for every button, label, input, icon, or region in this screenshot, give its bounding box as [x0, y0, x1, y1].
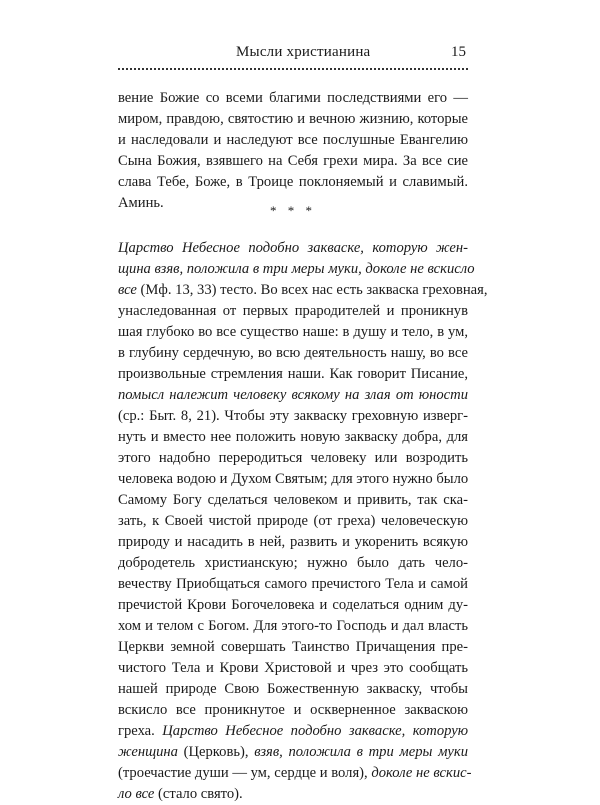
text-run: хом и телом с Богом. Для этого-то Господь и дал власть — [118, 618, 468, 634]
running-head — [118, 44, 468, 68]
text-run: произвольные стремления наши. Как говорит Писание, — [118, 366, 468, 382]
text-run: чистого Тела и Крови Христовой и чрез это сообщать — [118, 660, 468, 676]
text-run: (троечастие души — ум, сердце и воля), — [118, 765, 372, 781]
text-line — [118, 658, 468, 679]
text-run: миром, правдою, святостию и вечною жизнию, которые — [118, 111, 468, 127]
text-line — [118, 742, 468, 763]
text-line — [118, 109, 468, 130]
text-line — [118, 784, 468, 805]
running-title: Мысли христианина — [236, 44, 371, 60]
text-line — [118, 553, 468, 574]
italic-quote: Царство Небесное подобно закваске, которую жен- — [118, 240, 468, 256]
text-line — [118, 637, 468, 658]
text-run: природу и насадить в ней, развить и укоренить всякую — [118, 534, 468, 550]
italic-quote: помысл належит человеку всякому на злая от юности — [118, 387, 468, 403]
text-line — [118, 364, 468, 385]
text-line — [118, 280, 488, 301]
text-run: Самому Богу сделаться человеком и привить, так ска- — [118, 492, 468, 508]
text-line — [118, 172, 468, 193]
dotted-rule — [118, 68, 468, 70]
text-line — [118, 238, 468, 259]
text-line — [118, 616, 468, 637]
text-line — [118, 700, 468, 721]
text-run: человека водою и Духом Святым; для этого нужно было — [118, 471, 469, 487]
text-run: (Церковь), — [177, 744, 255, 760]
text-line — [118, 343, 468, 364]
text-run: Сына Божия, взявшего на Себя грехи мира. За все сие — [118, 153, 468, 169]
text-run: и наследовали и наследуют все послушные Евангелию — [118, 132, 468, 148]
text-line — [118, 532, 468, 553]
text-run: вскисло все проникнутое и оскверненное закваскою — [118, 702, 468, 718]
text-line — [118, 448, 468, 469]
text-line — [118, 322, 468, 343]
text-line — [118, 574, 468, 595]
text-line — [118, 385, 468, 406]
text-run: в глубину сердечную, во всю деятельность нашу, во все — [118, 345, 468, 361]
text-run: (стало свято). — [154, 786, 243, 802]
text-run: слава Тебе, Боже, в Троице поклоняемый и славимый. — [118, 174, 468, 190]
text-line — [118, 511, 468, 532]
text-run: вечеству Приобщаться самого пречистого Тела и самой — [118, 576, 468, 592]
text-line — [118, 490, 468, 511]
text-line — [118, 427, 468, 448]
paragraph-2 — [118, 238, 488, 805]
text-run: Церкви земной совершать Таинство Причащения пре- — [118, 639, 468, 655]
text-run: (Мф. 13, 33) тесто. Во всех нас есть закваска греховная, — [136, 282, 488, 298]
text-run: Аминь. — [118, 195, 164, 211]
text-line — [118, 130, 468, 151]
text-line — [118, 721, 468, 742]
text-line — [118, 679, 468, 700]
text-line — [118, 259, 475, 280]
text-line — [118, 763, 472, 784]
text-line — [118, 301, 468, 322]
text-line — [118, 469, 468, 490]
text-line — [118, 595, 468, 616]
text-run: этого надобно переродиться человеку или возродить — [118, 450, 468, 466]
text-line — [118, 406, 468, 427]
page-number: 15 — [451, 44, 466, 60]
text-run: (ср.: Быт. 8, 21). Чтобы эту закваску греховную изверг- — [118, 408, 468, 424]
italic-quote: Царство Небесное подобно закваске, которую — [162, 723, 469, 739]
text-run: нуть и вместо нее положить новую закваску добра, для — [118, 429, 468, 445]
italic-quote: женщина — [118, 744, 178, 760]
italic-quote: взяв, положила в три меры муки — [254, 744, 468, 760]
text-run: добродетель христианскую; нужно было дать чело- — [118, 555, 468, 571]
italic-quote: щина взяв, положила в три меры муки, доколе не вскисло — [118, 261, 475, 277]
section-separator: * * * — [270, 203, 316, 218]
text-run: зать, к Своей чистой природе (от греха) человеческую — [118, 513, 468, 529]
paragraph-1 — [118, 88, 468, 214]
italic-quote: доколе не вскис- — [371, 765, 472, 781]
text-line — [118, 151, 468, 172]
italic-quote: ло все — [118, 786, 155, 802]
text-run: унаследованная от первых прародителей и проникнув — [118, 303, 468, 319]
text-run: шая глубоко во все существо наше: в душу и тело, в ум, — [118, 324, 468, 340]
text-run: пречистой Крови Богочеловека и соделаться одним ду- — [118, 597, 468, 613]
text-run: греха. — [118, 723, 163, 739]
text-line — [118, 88, 468, 109]
italic-quote: все — [118, 282, 137, 298]
text-run: вение Божие со всеми благими последствиями его — — [118, 90, 468, 106]
text-run: нашей природе Свою Божественную закваску, чтобы — [118, 681, 468, 697]
